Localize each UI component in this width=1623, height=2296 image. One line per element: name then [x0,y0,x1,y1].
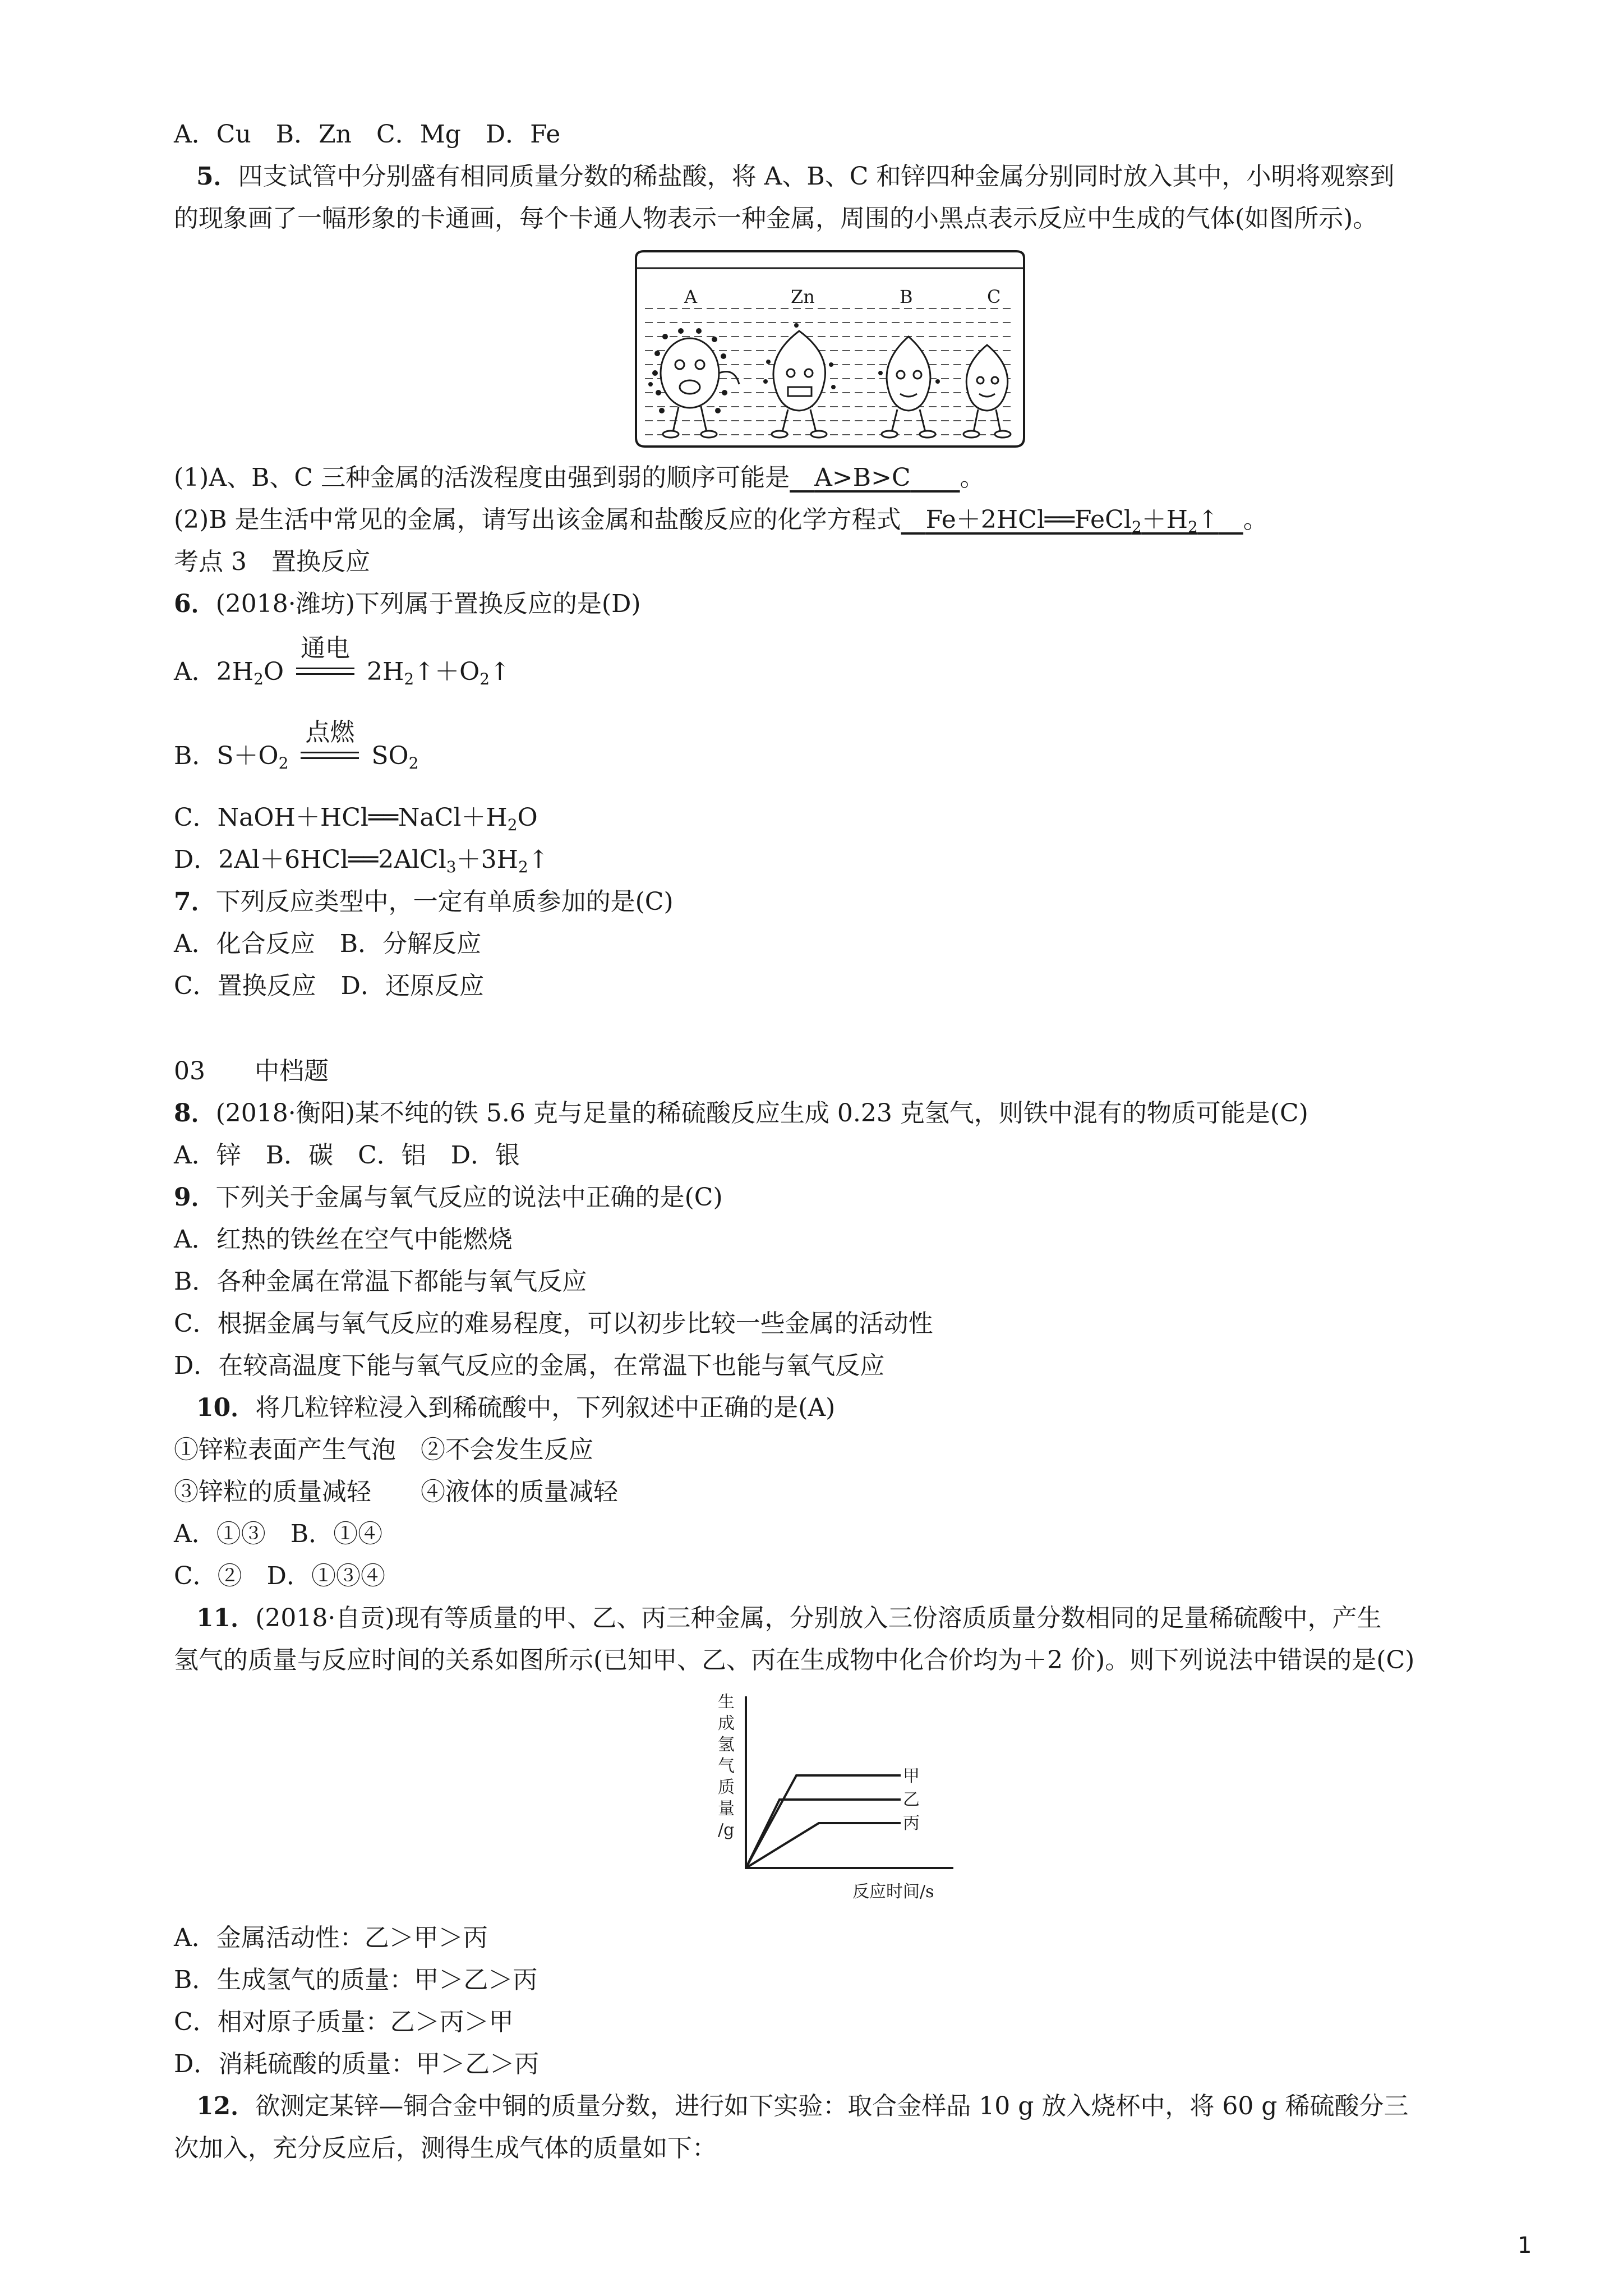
q6-a-condition [292,634,359,689]
q6-text: (2018·潍坊)下列属于置换反应的是(D) [215,590,641,618]
q5-part-2: (2)B 是生活中常见的金属，请写出该金属和盐酸反应的化学方程式 $Fe+2HCl══FeCl_2+H_2↑$ 。 [174,505,1268,536]
q6-b-cond-text: 点燃 [305,718,355,747]
cartoon-metal-zn [772,331,827,438]
graph-ylabel-char-4: 质 [718,1778,735,1797]
q6-option-a [174,634,510,696]
q6-d-1: D．2Al＋6HCl══2AlCl [174,845,446,874]
q6-a-sub2: 2 [404,670,414,688]
graph-line-yi [746,1800,892,1868]
cartoon-label-b: B [900,286,913,307]
q5-stem-1 [196,160,1394,194]
q6-d-sub2: 2 [518,858,528,876]
q9-text: 下列关于金属与氧气反应的说法中正确的是(C) [215,1183,723,1212]
q6-a-2: O [263,657,284,686]
q9-stem [174,1181,723,1214]
q5-eq-sub: 2 [1131,518,1142,536]
q6-option-d [174,843,549,884]
q8-options: A．锌 B．碳 C．铝 D．银 [174,1141,520,1170]
q10-statements-2: ③锌粒的质量减轻 ④液体的质量减轻 [174,1478,618,1506]
q8-number: 8． [174,1099,216,1128]
q12-stem-1 [196,2090,1408,2123]
graph-series-yi: 乙 [903,1790,920,1810]
q6-a-5: ↑ [490,657,510,686]
q10-number: 10． [196,1393,256,1422]
q9-option-d: D．在较高温度下能与氧气反应的金属，在常温下也能与氧气反应 [174,1351,885,1380]
q7-options-ab: A．化合反应 B．分解反应 [174,930,482,958]
q5-number: 5． [196,162,238,191]
hydrogen-graph [718,1688,976,1907]
graph-ylabel-char-1: 成 [718,1714,735,1733]
graph-ylabel-char-3: 气 [718,1756,735,1776]
q9-option-b: B．各种金属在常温下都能与氧气反应 [174,1267,587,1296]
q5-eq-sub2: 2 [1188,518,1198,536]
metal-cartoon-figure [628,247,1032,454]
q7-text: 下列反应类型中，一定有单质参加的是(C) [215,887,674,916]
q6-a-1: A．2H [174,657,254,686]
q7-number: 7． [174,887,216,916]
q5-part-1-answer-text: A>B>C [814,463,911,492]
q6-d-3: ↑ [528,845,549,874]
cartoon-metal-c [963,345,1011,438]
q7-options-cd: C．置换反应 D．还原反应 [174,972,484,1000]
q6-b-2: SO [371,742,409,770]
q6-a-3: 2H [367,657,404,686]
q6-b-1: B．S＋O [174,742,279,770]
q10-options-ab: A．①③ B．①④ [174,1520,383,1548]
q12-text-a: 欲测定某锌—铜合金中铜的质量分数，进行如下实验：取合金样品 10 g 放入烧杯中，将 60 g 稀硫酸分三 [255,2092,1409,2120]
q6-b-condition [296,718,363,773]
q9-option-c: C．根据金属与氧气反应的难易程度，可以初步比较一些金属的活动性 [174,1309,933,1338]
q5-part-2-text: (2)B 是生活中常见的金属，请写出该金属和盐酸反应的化学方程式 [174,505,901,534]
graph-ylabel-char-6: /g [718,1820,735,1840]
q5-eq-part-b: ＋H [1141,505,1188,534]
section-03-heading: 03 中档题 [174,1057,329,1085]
q5-part-2-answer [901,505,1243,534]
q11-option-c: C．相对原子质量：乙＞丙＞甲 [174,2008,514,2036]
q6-c-2: O [517,803,538,832]
q6-a-sub3: 2 [479,670,490,688]
cartoon-metal-b [882,337,935,438]
q5-part-1-text: (1)A、B、C 三种金属的活泼程度由强到弱的顺序可能是 [174,463,790,492]
graph-ylabel-char-5: 量 [718,1799,735,1819]
kp3-heading: 考点 3 置换反应 [174,547,370,576]
q12-stem-2: 次加入，充分反应后，测得生成气体的质量如下： [174,2134,717,2162]
q11-option-d: D．消耗硫酸的质量：甲＞乙＞丙 [174,2050,540,2078]
q5-part-1: (1)A、B、C 三种金属的活泼程度由强到弱的顺序可能是 A>B>C 。 [174,463,985,492]
q5-eq-part-c: ↑ [1197,505,1219,534]
q5-stem-2: 的现象画了一幅形象的卡通画，每个卡通人物表示一种金属，周围的小黑点表示反应中生成的气体(如图所示)。 [174,204,1378,233]
q10-text: 将几粒锌粒浸入到稀硫酸中，下列叙述中正确的是(A) [255,1393,836,1422]
q6-a-4: ↑＋O [414,657,480,686]
q9-number: 9． [174,1183,216,1212]
page-number: 1 [1518,2233,1532,2258]
cartoon-metal-a [661,338,739,438]
q12-number: 12． [196,2092,256,2120]
graph-ylabel-char-2: 氢 [718,1735,735,1755]
q6-d-sub: 3 [446,858,457,876]
q4-options: A．Cu B．Zn C．Mg D．Fe [174,120,561,149]
q6-a-sub: 2 [253,670,264,688]
q11-stem-1 [196,1602,1382,1635]
q10-options-cd: C．② D．①③④ [174,1562,385,1590]
q8-text: (2018·衡阳)某不纯的铁 5.6 克与足量的稀硫酸反应生成 0.23 克氢气，则铁中混有的物质可能是(C) [215,1099,1308,1128]
q6-b-sub2: 2 [408,754,419,772]
graph-series-bing: 丙 [903,1814,920,1833]
cartoon-label-c: C [987,286,1001,307]
q6-d-2: ＋3H [456,845,518,874]
q6-option-b [174,718,419,780]
q10-stem [196,1391,835,1425]
q5-part-1-answer [790,463,960,492]
q5-eq-part-a: Fe＋2HCl══FeCl [925,505,1132,534]
q6-c-sub: 2 [507,816,518,834]
graph-xlabel: 反应时间/s [852,1882,934,1902]
graph-ylabel-char-0: 生 [718,1692,735,1712]
q6-number: 6． [174,590,216,618]
cartoon-label-zn: Zn [791,286,815,307]
q11-stem-2: 氢气的质量与反应时间的关系如图所示(已知甲、乙、丙在生成物中化合价均为＋2 价)。则下列说法中错误的是(C) [174,1646,1415,1674]
q11-number: 11． [196,1604,256,1632]
q6-b-sub: 2 [278,754,289,772]
q6-c-1: C．NaOH＋HCl══NaCl＋H [174,803,508,832]
q11-text-a: (2018·自贡)现有等质量的甲、乙、丙三种金属，分别放入三份溶质质量分数相同的足量稀硫酸中，产生 [255,1604,1382,1632]
graph-series-jia: 甲 [903,1766,920,1786]
graph-axes [746,1696,953,1868]
q11-option-b: B．生成氢气的质量：甲＞乙＞丙 [174,1966,538,1994]
q5-text-a: 四支试管中分别盛有相同质量分数的稀盐酸，将 A、B、C 和锌四种金属分别同时放入其中，小明将观察到 [238,162,1395,191]
q6-stem [174,587,641,621]
q8-stem [174,1097,1308,1130]
q9-option-a: A．红热的铁丝在空气中能燃烧 [174,1225,513,1254]
q6-a-cond-text: 通电 [301,634,351,662]
q7-stem [174,885,674,919]
q11-option-a: A．金属活动性：乙＞甲＞丙 [174,1924,488,1952]
cartoon-label-a: A [684,286,698,307]
q10-statements-1: ①锌粒表面产生气泡 ②不会发生反应 [174,1435,593,1464]
q6-option-c [174,801,538,842]
